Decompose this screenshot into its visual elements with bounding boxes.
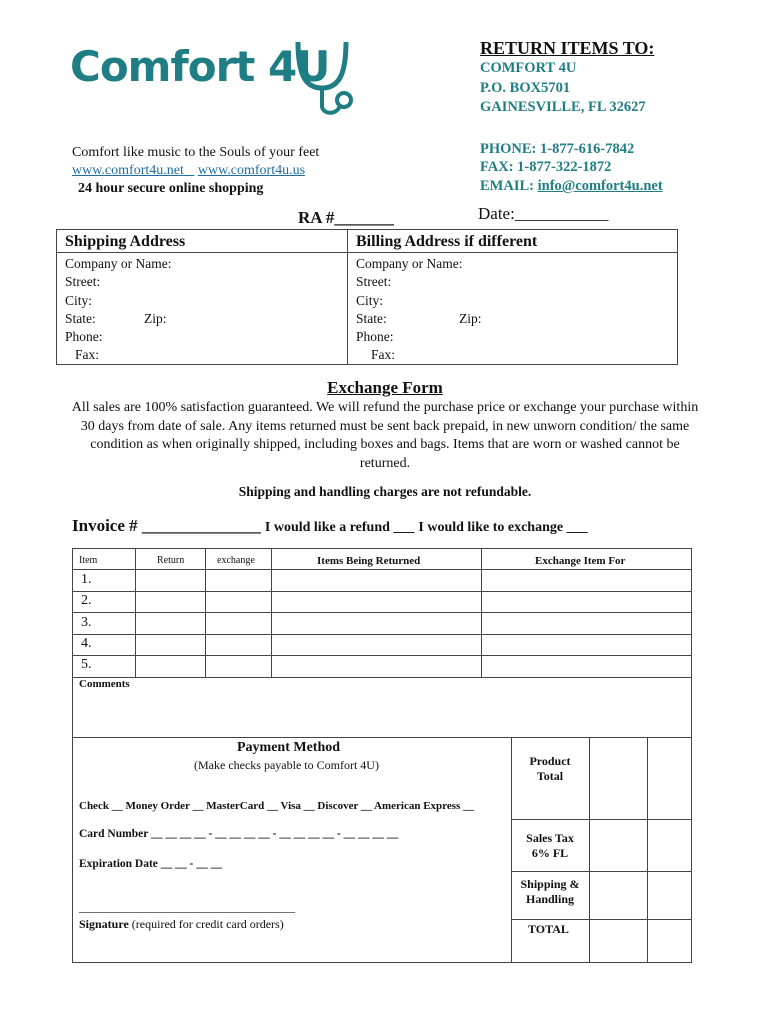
return-company: COMFORT 4U <box>480 60 577 76</box>
comments-label: Comments <box>79 678 130 690</box>
header-items-returned: Items Being Returned <box>317 555 421 567</box>
bill-phone-field[interactable]: Phone: <box>356 329 394 345</box>
brand-name: Comfort 4U <box>70 42 330 91</box>
address-table <box>56 229 678 365</box>
shipping-handling-label: Shipping & Handling <box>520 877 580 906</box>
return-fax: FAX: 1-877-322-1872 <box>480 159 612 175</box>
signature-note: (required for credit card orders) <box>131 917 284 931</box>
ship-state-row <box>57 310 347 328</box>
bill-fax-field[interactable]: Fax: <box>371 347 396 363</box>
brand-logo <box>70 32 360 122</box>
items-table <box>72 548 692 678</box>
email-link[interactable]: info@comfort4u.net <box>537 178 663 194</box>
bill-company-field[interactable]: Company or Name: <box>356 256 463 271</box>
billing-heading: Billing Address if different <box>348 230 677 253</box>
ra-number: RA #_______ <box>298 208 394 227</box>
expiration-date-field[interactable]: Expiration Date __ __ - __ __ <box>79 858 223 870</box>
payment-section <box>72 737 692 963</box>
table-row: 2. <box>81 593 92 608</box>
ship-street-field[interactable]: Street: <box>65 274 101 290</box>
signature-label: Signature <box>79 917 129 931</box>
shipping-nonrefundable-note: Shipping and handling charges are not refundable. <box>238 484 532 499</box>
exchange-form-title: Exchange Form <box>327 378 443 397</box>
table-row: 4. <box>81 636 92 651</box>
refund-option[interactable]: I would like a refund ___ <box>264 520 415 535</box>
total-label: TOTAL <box>528 922 569 936</box>
signature-line[interactable]: ____________________________________ <box>79 900 295 914</box>
bill-zip-field[interactable]: Zip: <box>459 310 482 326</box>
secure-shopping: 24 hour secure online shopping <box>78 181 264 196</box>
return-city: GAINESVILLE, FL 32627 <box>480 99 646 115</box>
bill-street-field[interactable]: Street: <box>356 274 392 290</box>
ship-zip-field[interactable]: Zip: <box>144 310 167 326</box>
date-field: Date:___________ <box>478 204 609 223</box>
header-item: Item <box>79 555 98 566</box>
return-title: RETURN ITEMS TO: <box>480 38 655 58</box>
shipping-address <box>57 230 348 364</box>
ship-company-field[interactable]: Company or Name: <box>65 256 172 271</box>
invoice-row <box>72 516 588 536</box>
invoice-number-field[interactable]: Invoice # ______________ <box>72 516 261 535</box>
header-return: Return <box>157 555 185 566</box>
billing-address <box>348 230 677 364</box>
product-total-label: Product Total <box>529 754 571 783</box>
bill-state-field[interactable]: State: <box>356 310 387 326</box>
payment-title: Payment Method <box>237 740 341 755</box>
payment-subtitle: (Make checks payable to Comfort 4U) <box>194 758 379 772</box>
card-number-field[interactable]: Card Number __ __ __ __ - __ __ __ __ - __ __ __ __ - __ __ __ __ <box>79 828 399 840</box>
bill-city-field[interactable]: City: <box>356 292 384 308</box>
website-links <box>72 163 305 179</box>
table-row: 3. <box>81 615 92 630</box>
ship-state-field[interactable]: State: <box>65 310 96 326</box>
website-link-net[interactable]: www.comfort4u.net <box>72 163 184 178</box>
tagline: Comfort like music to the Souls of your feet <box>72 145 320 160</box>
table-row: 5. <box>81 657 92 672</box>
header-exchange-item: Exchange Item For <box>535 555 626 567</box>
comments-box[interactable] <box>72 676 692 738</box>
bill-state-row <box>348 310 677 328</box>
email-label: EMAIL: <box>480 178 538 194</box>
website-link-us[interactable]: www.comfort4u.us <box>197 163 306 178</box>
exchange-policy: All sales are 100% satisfaction guaranteed. We will refund the purchase price or exchange your purchase within 30 days from date of sale. Any items returned must be sent back prepaid, in new unworn condition/ the same condition as when originally shipped, including boxes and bags. Items that are worn or washed cannot be returned. <box>71 400 699 471</box>
signature-row <box>79 917 284 932</box>
ship-phone-field[interactable]: Phone: <box>65 329 103 345</box>
table-row: 1. <box>81 572 92 587</box>
stethoscope-icon <box>292 36 362 118</box>
return-email-row <box>480 178 663 195</box>
return-po-box: P.O. BOX5701 <box>480 80 571 96</box>
ship-fax-field[interactable]: Fax: <box>75 347 100 363</box>
return-phone: PHONE: 1-877-616-7842 <box>480 141 635 157</box>
ship-city-field[interactable]: City: <box>65 292 93 308</box>
shipping-heading: Shipping Address <box>57 230 347 253</box>
exchange-option[interactable]: I would like to exchange ___ <box>418 520 588 535</box>
sales-tax-label: Sales Tax 6% FL <box>526 831 574 860</box>
payment-methods[interactable]: Check __ Money Order __ MasterCard __ Visa __ Discover __ American Express __ <box>79 800 475 812</box>
header-exchange: exchange <box>217 555 255 566</box>
